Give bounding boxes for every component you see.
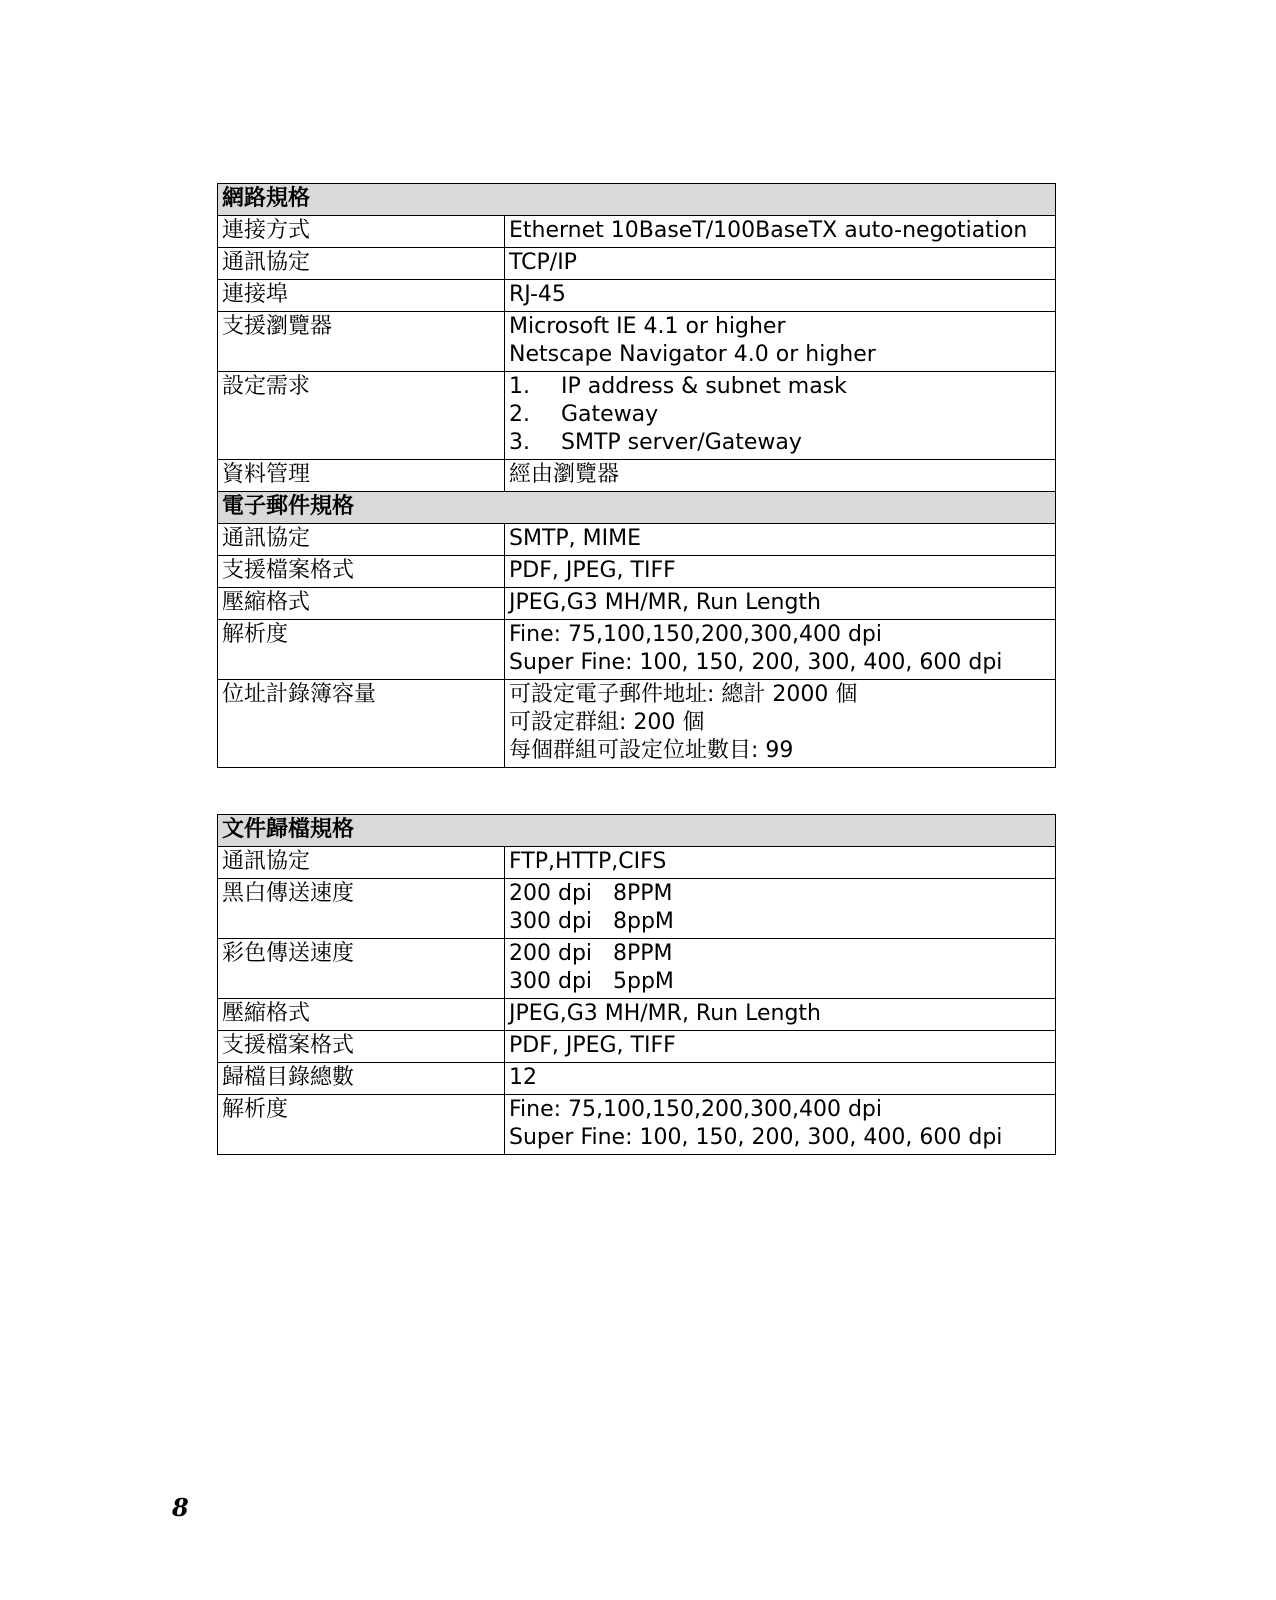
row-value: PDF, JPEG, TIFF [505, 1031, 1056, 1063]
table-row [218, 680, 1056, 768]
row-label: 資料管理 [218, 460, 505, 492]
table-row [218, 312, 1056, 372]
row-value [505, 372, 1056, 460]
row-value: TCP/IP [505, 248, 1056, 280]
row-value [505, 312, 1056, 372]
row-value: 12 [505, 1063, 1056, 1095]
row-label: 歸檔目錄總數 [218, 1063, 505, 1095]
row-label: 壓縮格式 [218, 588, 505, 620]
table-row [218, 556, 1056, 588]
row-value [505, 680, 1056, 768]
row-value [505, 1095, 1056, 1155]
row-label: 通訊協定 [218, 847, 505, 879]
numbered-item [509, 401, 1051, 429]
item-number: 3. [509, 430, 530, 455]
row-value: RJ-45 [505, 280, 1056, 312]
row-value: 經由瀏覽器 [505, 460, 1056, 492]
row-value [505, 879, 1056, 939]
value-line: 300 dpi 8ppM [509, 909, 674, 934]
value-line: 300 dpi 5ppM [509, 969, 674, 994]
table-row [218, 524, 1056, 556]
table-row [218, 939, 1056, 999]
value-line: 200 dpi 8PPM [509, 941, 673, 966]
table-row [218, 1031, 1056, 1063]
table-row [218, 372, 1056, 460]
row-label: 位址計錄簿容量 [218, 680, 505, 768]
section-title: 電子郵件規格 [218, 492, 1056, 524]
value-line: Super Fine: 100, 150, 200, 300, 400, 600 dpi [509, 650, 1003, 675]
row-value: FTP,HTTP,CIFS [505, 847, 1056, 879]
value-line: Super Fine: 100, 150, 200, 300, 400, 600 dpi [509, 1125, 1003, 1150]
table-row [218, 1063, 1056, 1095]
row-label: 支援瀏覽器 [218, 312, 505, 372]
archive-spec-table [217, 814, 1056, 1155]
row-label: 解析度 [218, 620, 505, 680]
section-header-network [218, 184, 1056, 216]
row-label: 支援檔案格式 [218, 556, 505, 588]
row-label: 解析度 [218, 1095, 505, 1155]
row-value [505, 939, 1056, 999]
value-line: Fine: 75,100,150,200,300,400 dpi [509, 622, 883, 647]
row-value: Ethernet 10BaseT/100BaseTX auto-negotiation [505, 216, 1056, 248]
numbered-item [509, 429, 1051, 457]
row-value [505, 620, 1056, 680]
table-row [218, 280, 1056, 312]
value-line: 可設定群組: 200 個 [509, 710, 705, 735]
row-value: SMTP, MIME [505, 524, 1056, 556]
value-line: Fine: 75,100,150,200,300,400 dpi [509, 1097, 883, 1122]
value-line: Microsoft IE 4.1 or higher [509, 314, 786, 339]
row-label: 支援檔案格式 [218, 1031, 505, 1063]
section-header-archive [218, 815, 1056, 847]
item-number: 2. [509, 402, 530, 427]
row-value: JPEG,G3 MH/MR, Run Length [505, 999, 1056, 1031]
item-number: 1. [509, 374, 530, 399]
table-row [218, 847, 1056, 879]
page-number: 8 [172, 1493, 189, 1522]
table-row [218, 1095, 1056, 1155]
row-label: 壓縮格式 [218, 999, 505, 1031]
item-text: SMTP server/Gateway [561, 430, 802, 455]
table-row [218, 999, 1056, 1031]
table-row [218, 879, 1056, 939]
network-email-spec-table [217, 183, 1056, 768]
table-row [218, 460, 1056, 492]
numbered-item [509, 373, 1051, 401]
row-label: 設定需求 [218, 372, 505, 460]
row-value: PDF, JPEG, TIFF [505, 556, 1056, 588]
row-label: 彩色傳送速度 [218, 939, 505, 999]
row-label: 連接方式 [218, 216, 505, 248]
value-line: 每個群組可設定位址數目: 99 [509, 738, 794, 763]
section-title: 網路規格 [218, 184, 1056, 216]
table-row [218, 216, 1056, 248]
table-row [218, 620, 1056, 680]
section-header-email [218, 492, 1056, 524]
table-row [218, 588, 1056, 620]
section-title: 文件歸檔規格 [218, 815, 1056, 847]
row-label: 通訊協定 [218, 524, 505, 556]
value-line: Netscape Navigator 4.0 or higher [509, 342, 876, 367]
value-line: 200 dpi 8PPM [509, 881, 673, 906]
value-line: 可設定電子郵件地址: 總計 2000 個 [509, 682, 858, 707]
row-value: JPEG,G3 MH/MR, Run Length [505, 588, 1056, 620]
item-text: IP address & subnet mask [561, 374, 847, 399]
table-row [218, 248, 1056, 280]
item-text: Gateway [561, 402, 659, 427]
row-label: 通訊協定 [218, 248, 505, 280]
row-label: 連接埠 [218, 280, 505, 312]
row-label: 黑白傳送速度 [218, 879, 505, 939]
